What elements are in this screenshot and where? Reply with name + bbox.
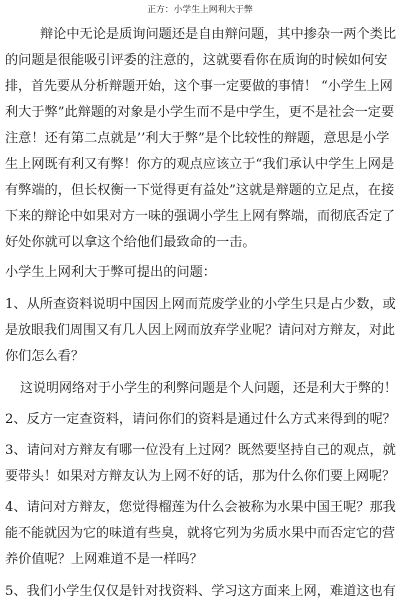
text-line: 辩论中无论是质询问题还是自由辩问题，其中掺杂一两个类比 [40, 27, 397, 42]
text-line: 生上网既有利又有弊！你方的观点应该立于“我们承认中学生上网是 [5, 157, 395, 172]
question-line: 要带头！如果对方辩友认为上网不好的话，那为什么你们要上网呢？ [5, 469, 396, 484]
text-line: 下来的辩论中如果对方一味的强调小学生上网有弊端，而彻底否定了 [5, 209, 396, 224]
question-line: 3、请问对方辩友有哪一位没有上过网？既然要坚持自己的观点，就 [5, 443, 396, 458]
text-line: 有弊端的，但长权衡一下觉得更有益处”这就是辩题的立足点，在接 [5, 183, 395, 198]
text-line: 利大于弊”此辩题的对象是小学生而不是中学生，更不是社会一定要 [5, 105, 395, 120]
question-line: 1、从所查资料说明中国因上网而荒废学业的小学生只是占少数，或 [5, 297, 396, 312]
question-line: 2、反方一定查资料，请问你们的资料是通过什么方式来得到的呢？ [5, 412, 396, 427]
text-line: 排，首先要从分析辩题开始，这个事一定要做的事情！ “小学生上网 [5, 79, 393, 94]
question-line: 5、我们小学生仅仅是针对找资料、学习这方面来上网，难道这也有 [5, 584, 396, 599]
document-title: 正方：小学生上网利大于弊 [147, 5, 253, 15]
question-line: 你们怎么看？ [5, 349, 85, 364]
text-line: 好处你就可以拿这个给他们最致命的一击。 [5, 235, 256, 250]
text-line: 这说明网络对于小学生的利弊问题是个人问题，还是利大于弊的！ [20, 381, 398, 396]
question-line: 4、请问对方辩友，您觉得榴莲为什么会被称为水果中国王呢？那我 [5, 500, 396, 515]
question-line: 是放眼我们周围又有几人因上网而放弃学业呢？请问对方辩友，对此 [5, 323, 396, 338]
text-line: 的问题是很能吸引评委的注意的，这就要看你在质询的时候如何安 [5, 53, 388, 68]
section-heading: 小学生上网利大于弊可提出的问题： [5, 265, 216, 280]
question-line: 养价值呢？上网难道不是一样吗？ [5, 552, 203, 567]
text-line: 注意！还有第二点就是’’利大于弊”是个比较性的辩题，意思是小学 [5, 131, 390, 146]
question-line: 能不能就因为它的味道有些臭，就将它列为劣质水果中而否定它的营 [5, 526, 396, 541]
